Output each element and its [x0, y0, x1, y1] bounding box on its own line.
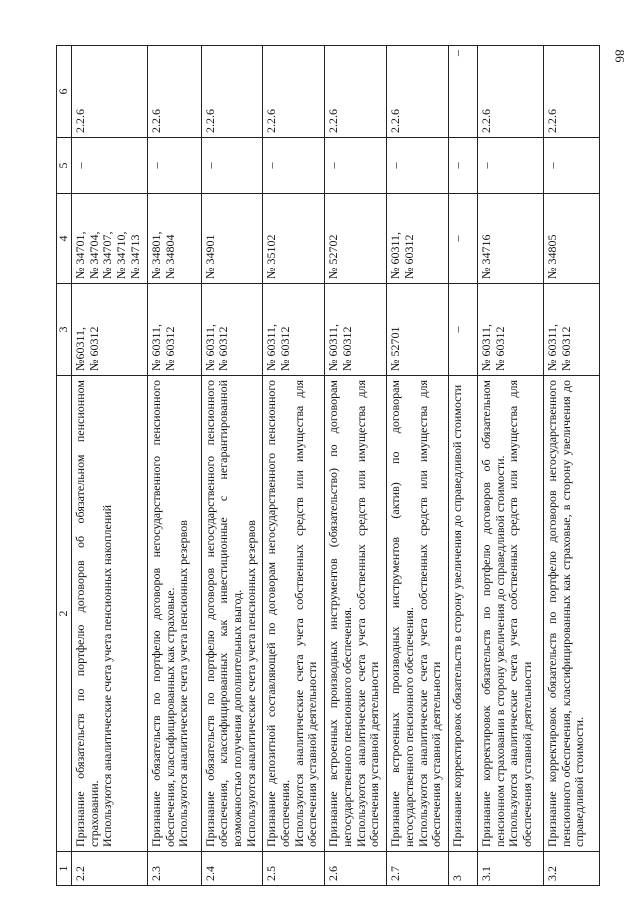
- description-paragraph: Признание обязательств по портфелю договоров негосударственного пенсионного обеспечения, классифицированных как страховые.: [148, 380, 177, 847]
- credit-account-cell: [387, 194, 449, 284]
- table-row: [387, 46, 449, 886]
- account-number: № 34713: [127, 234, 142, 279]
- account-number: № 60311,: [545, 323, 560, 371]
- debit-account-cell: [263, 284, 325, 376]
- row-number-cell: 2.7: [387, 852, 449, 886]
- table-header-row: [57, 46, 72, 886]
- account-number: № 34701,: [73, 231, 87, 279]
- description-paragraph: Признание встроенных производных инструментов (актив) по договорам негосударственного пенсионного обеспечения.: [388, 380, 416, 847]
- reference-cell: 2.2.6: [263, 46, 325, 138]
- account-number: № 34901: [202, 234, 217, 279]
- account-number: № 34801,: [148, 231, 163, 279]
- description-cell: [201, 376, 263, 852]
- reference-cell: 2.2.6: [544, 46, 600, 138]
- table-row: [201, 46, 263, 886]
- column-5-cell: –: [72, 138, 148, 194]
- accounting-table: [56, 45, 600, 886]
- description-cell: [387, 376, 449, 852]
- reference-cell: 2.2.6: [201, 46, 263, 138]
- credit-account-cell: [448, 194, 477, 284]
- page-number: 86: [612, 49, 628, 63]
- debit-account-cell: [201, 284, 263, 376]
- table-body: [72, 46, 600, 886]
- reference-cell: 2.2.6: [72, 46, 148, 138]
- header-cell: 3: [57, 284, 72, 376]
- debit-account-cell: [477, 284, 543, 376]
- account-number: № 60312: [558, 326, 573, 371]
- account-number: № 60311,: [478, 323, 493, 371]
- account-number: № 60312: [162, 326, 177, 371]
- credit-account-cell: [147, 194, 201, 284]
- table-row: [263, 46, 325, 886]
- account-number: № 60312: [340, 326, 355, 371]
- credit-account-cell: [477, 194, 543, 284]
- description-paragraph: Признание встроенных производных инструментов (обязательство) по договорам негосударственного пенсионного обеспечения.: [326, 380, 355, 847]
- account-number: № 35102: [264, 234, 279, 279]
- description-paragraph: Признание корректировок обязательств в сторону увеличения до справедливой стоимости: [449, 384, 464, 847]
- row-number-cell: 2.4: [201, 852, 263, 886]
- account-number: № 34805: [545, 234, 560, 279]
- description-paragraph: Используются аналитические счета учета пенсионных резервов: [243, 520, 258, 847]
- table-row: [544, 46, 600, 886]
- header-cell: 1: [57, 852, 72, 886]
- account-number: № 60311,: [148, 323, 163, 371]
- column-5-cell: –: [477, 138, 543, 194]
- column-5-cell: –: [387, 138, 449, 194]
- account-number: № 60311,: [326, 323, 341, 371]
- credit-account-cell: [544, 194, 600, 284]
- reference-cell: 2.2.6: [325, 46, 387, 138]
- account-number: № 60311,: [202, 323, 217, 371]
- account-number: –: [449, 326, 464, 333]
- description-paragraph: Используются аналитические счета учета собственных средств или имущества для обеспечения уставной деятельности: [415, 380, 444, 847]
- header-cell: 6: [57, 46, 72, 138]
- account-number: –: [449, 235, 464, 242]
- row-number-cell: 2.3: [147, 852, 201, 886]
- description-paragraph: Признание корректировок обязательств по портфелю договоров об обязательном пенсионном страховании в сторону увеличения до справедливой стоимости.: [478, 380, 507, 847]
- table-row: [72, 46, 148, 886]
- credit-account-cell: [263, 194, 325, 284]
- description-cell: [72, 376, 148, 852]
- description-paragraph: Признание обязательств по портфелю договоров негосударственного пенсионного обеспечения, классифицированных как инвестиционные с негарантированной возможностью получения дополнительных выгод.: [202, 380, 244, 847]
- reference-cell: –: [448, 46, 477, 138]
- account-number: № 60312: [401, 234, 416, 279]
- row-number-cell: 2.5: [263, 852, 325, 886]
- description-paragraph: Используются аналитические счета учета собственных средств или имущества для обеспечения уставной деятельности: [506, 380, 534, 847]
- account-number: № 52701: [388, 326, 403, 371]
- account-number: №60311,: [73, 326, 87, 371]
- description-paragraph: Признание депозитной составляющей по договорам негосударственного пенсионного обеспечения.: [264, 380, 293, 847]
- row-number-cell: 3.1: [477, 852, 543, 886]
- account-number: № 60311,: [264, 323, 279, 371]
- debit-account-cell: [544, 284, 600, 376]
- description-cell: [263, 376, 325, 852]
- column-5-cell: –: [448, 138, 477, 194]
- account-number: № 34804: [162, 234, 177, 279]
- row-number-cell: 3: [448, 852, 477, 886]
- account-number: № 34716: [478, 234, 493, 279]
- row-number-cell: 3.2: [544, 852, 600, 886]
- header-cell: 2: [57, 376, 72, 852]
- credit-account-cell: [201, 194, 263, 284]
- reference-cell: 2.2.6: [387, 46, 449, 138]
- table-row: [448, 46, 477, 886]
- debit-account-cell: [448, 284, 477, 376]
- description-paragraph: Признание обязательств по портфелю договоров об обязательном пенсионном страховании.: [73, 380, 101, 847]
- description-cell: [448, 376, 477, 852]
- description-cell: [477, 376, 543, 852]
- debit-account-cell: [387, 284, 449, 376]
- column-5-cell: –: [201, 138, 263, 194]
- description-paragraph: Используются аналитические счета учета пенсионных накоплений: [100, 504, 115, 847]
- debit-account-cell: [72, 284, 148, 376]
- column-5-cell: –: [544, 138, 600, 194]
- description-paragraph: Используются аналитические счета учета пенсионных резервов: [176, 520, 191, 847]
- column-5-cell: –: [263, 138, 325, 194]
- table-row: [147, 46, 201, 886]
- row-number-cell: 2.6: [325, 852, 387, 886]
- debit-account-cell: [325, 284, 387, 376]
- description-cell: [544, 376, 600, 852]
- account-number: № 34707,: [100, 231, 115, 279]
- account-number: № 60312: [216, 326, 231, 371]
- account-number: № 60312: [492, 326, 507, 371]
- header-cell: 4: [57, 194, 72, 284]
- credit-account-cell: [325, 194, 387, 284]
- column-5-cell: –: [325, 138, 387, 194]
- account-number: № 60312: [86, 326, 101, 371]
- description-paragraph: Используются аналитические счета учета собственных средств или имущества для обеспечения уставной деятельности: [353, 380, 382, 847]
- description-paragraph: Используются аналитические счета учета собственных средств или имущества для обеспечения уставной деятельности: [291, 380, 320, 847]
- debit-account-cell: [147, 284, 201, 376]
- reference-cell: 2.2.6: [147, 46, 201, 138]
- account-number: № 52702: [326, 234, 341, 279]
- table-row: [477, 46, 543, 886]
- account-number: № 34704,: [86, 231, 101, 279]
- header-cell: 5: [57, 138, 72, 194]
- description-paragraph: Признание корректировок обязательств по портфелю договоров негосударственного пенсионного обеспечения, классифицированных как страховые, в сторону увеличения до справедливой стоимости.: [545, 380, 587, 847]
- account-number: № 60312: [278, 326, 293, 371]
- column-5-cell: –: [147, 138, 201, 194]
- table-row: [325, 46, 387, 886]
- account-number: № 34710,: [114, 231, 129, 279]
- description-cell: [325, 376, 387, 852]
- reference-cell: 2.2.6: [477, 46, 543, 138]
- account-number: № 60311,: [388, 231, 403, 279]
- description-cell: [147, 376, 201, 852]
- rotated-page: [56, 46, 600, 886]
- credit-account-cell: [72, 194, 148, 284]
- row-number-cell: 2.2: [72, 852, 148, 886]
